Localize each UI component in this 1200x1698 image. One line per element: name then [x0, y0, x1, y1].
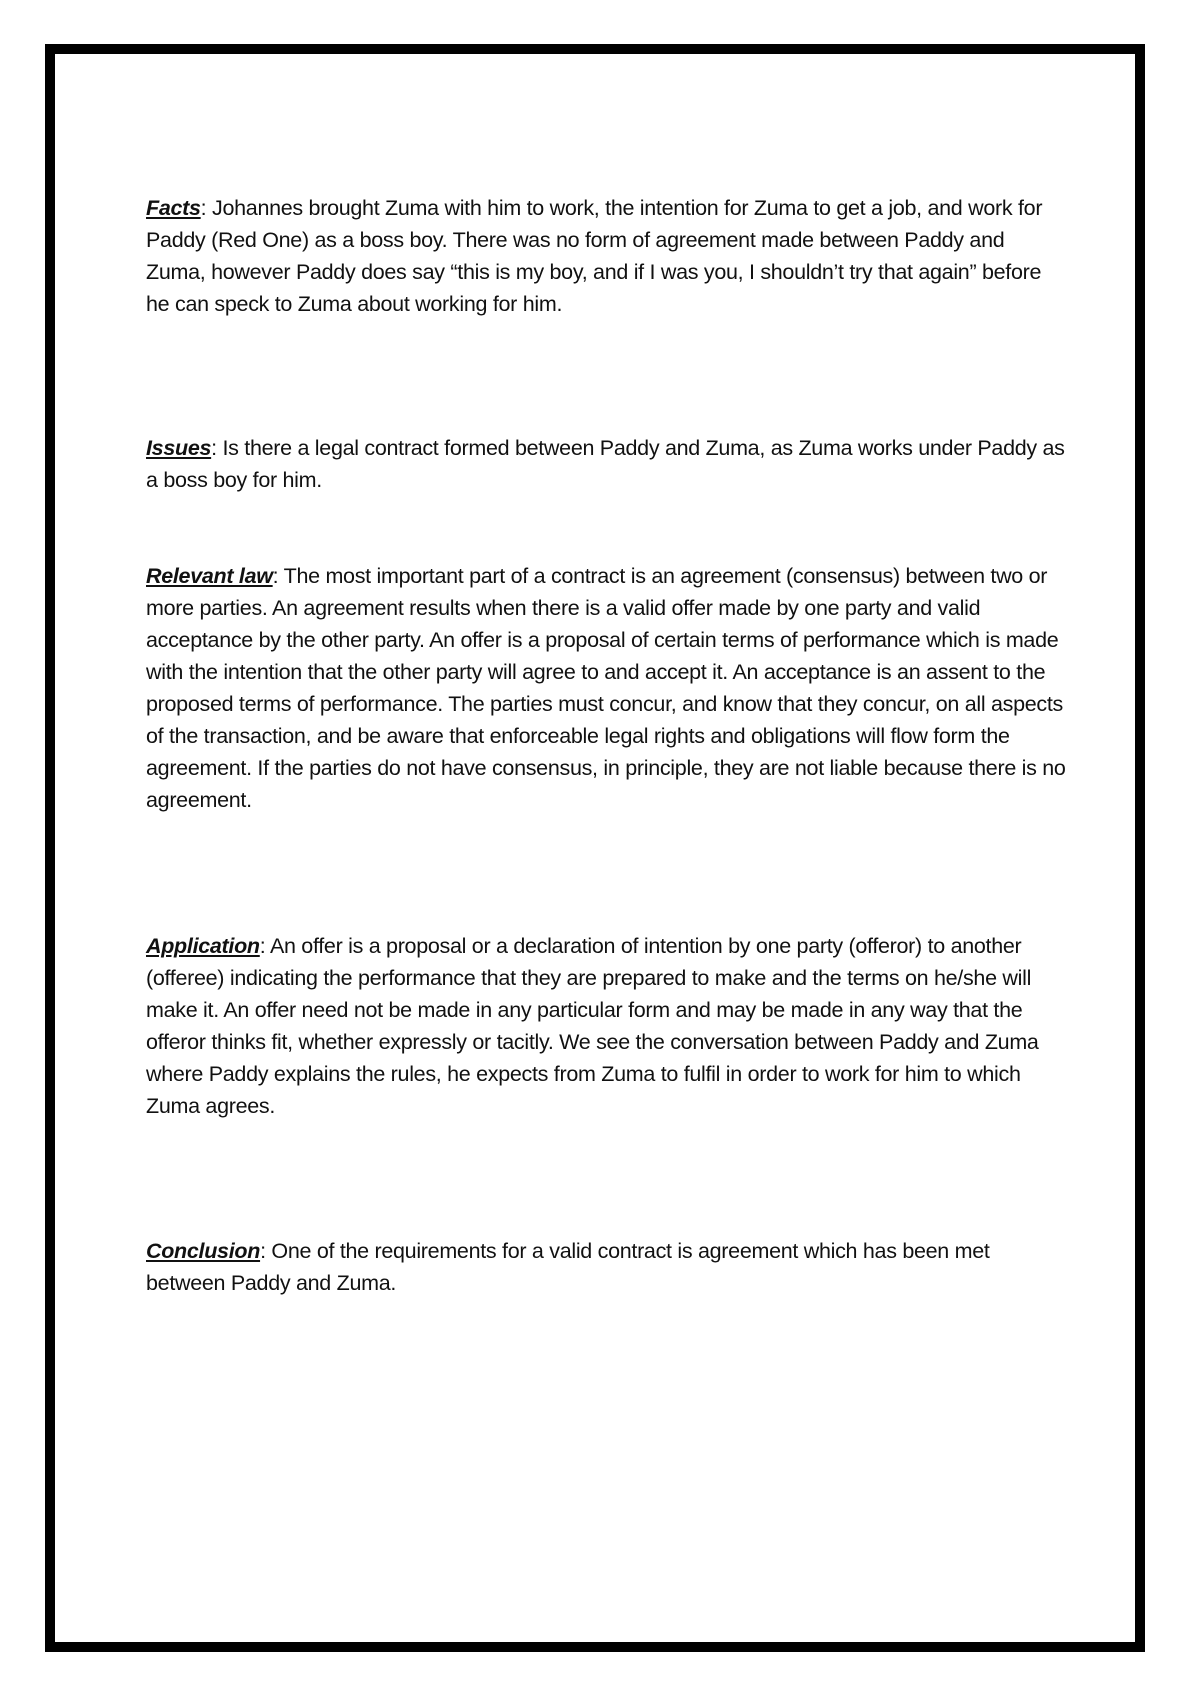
facts-separator: :	[200, 196, 213, 220]
application-heading: Application	[146, 934, 260, 958]
conclusion-separator: :	[260, 1239, 272, 1263]
relevant-law-heading: Relevant law	[146, 564, 273, 588]
issues-separator: :	[211, 436, 223, 460]
issues-heading: Issues	[146, 436, 212, 460]
application-separator: :	[259, 934, 270, 958]
issues-text: Is there a legal contract formed between Paddy and Zuma, as Zuma works under Paddy as a boss boy for him.	[146, 436, 1065, 492]
facts-section	[146, 192, 1066, 320]
relevant-law-separator: :	[272, 564, 284, 588]
relevant-law-section	[146, 560, 1066, 816]
conclusion-heading: Conclusion	[146, 1239, 261, 1263]
conclusion-section	[146, 1235, 1066, 1299]
facts-heading: Facts	[146, 196, 201, 220]
issues-section	[146, 432, 1066, 496]
facts-text: Johannes brought Zuma with him to work, the intention for Zuma to get a job, and work for Paddy (Red One) as a boss boy. There was no form of agreement made between Paddy and Zuma, however Paddy does say “this is my boy, and if I was you, I shouldn’t try that again” before he can speck to Zuma about working for him.	[146, 196, 1043, 316]
relevant-law-text: The most important part of a contract is an agreement (consensus) between two or more parties. An agreement results when there is a valid offer made by one party and valid acceptance by the other party. An offer is a proposal of certain terms of performance which is made with the intention that the other party will agree to and accept it. An acceptance is an assent to the proposed terms of performance. The parties must concur, and know that they concur, on all aspects of the transaction, and be aware that enforceable legal rights and obligations will flow form the agreement. If the parties do not have consensus, in principle, they are not liable because there is no agreement.	[146, 564, 1066, 812]
application-section	[146, 930, 1066, 1122]
application-text: An offer is a proposal or a declaration of intention by one party (offeror) to another (offeree) indicating the performance that they are prepared to make and the terms on he/she will make it. An offer need not be made in any particular form and may be made in any way that the offeror thinks fit, whether expressly or tacitly. We see the conversation between Paddy and Zuma where Paddy explains the rules, he expects from Zuma to fulfil in order to work for him to which Zuma agrees.	[146, 934, 1039, 1118]
conclusion-text: One of the requirements for a valid contract is agreement which has been met between Paddy and Zuma.	[146, 1239, 990, 1295]
